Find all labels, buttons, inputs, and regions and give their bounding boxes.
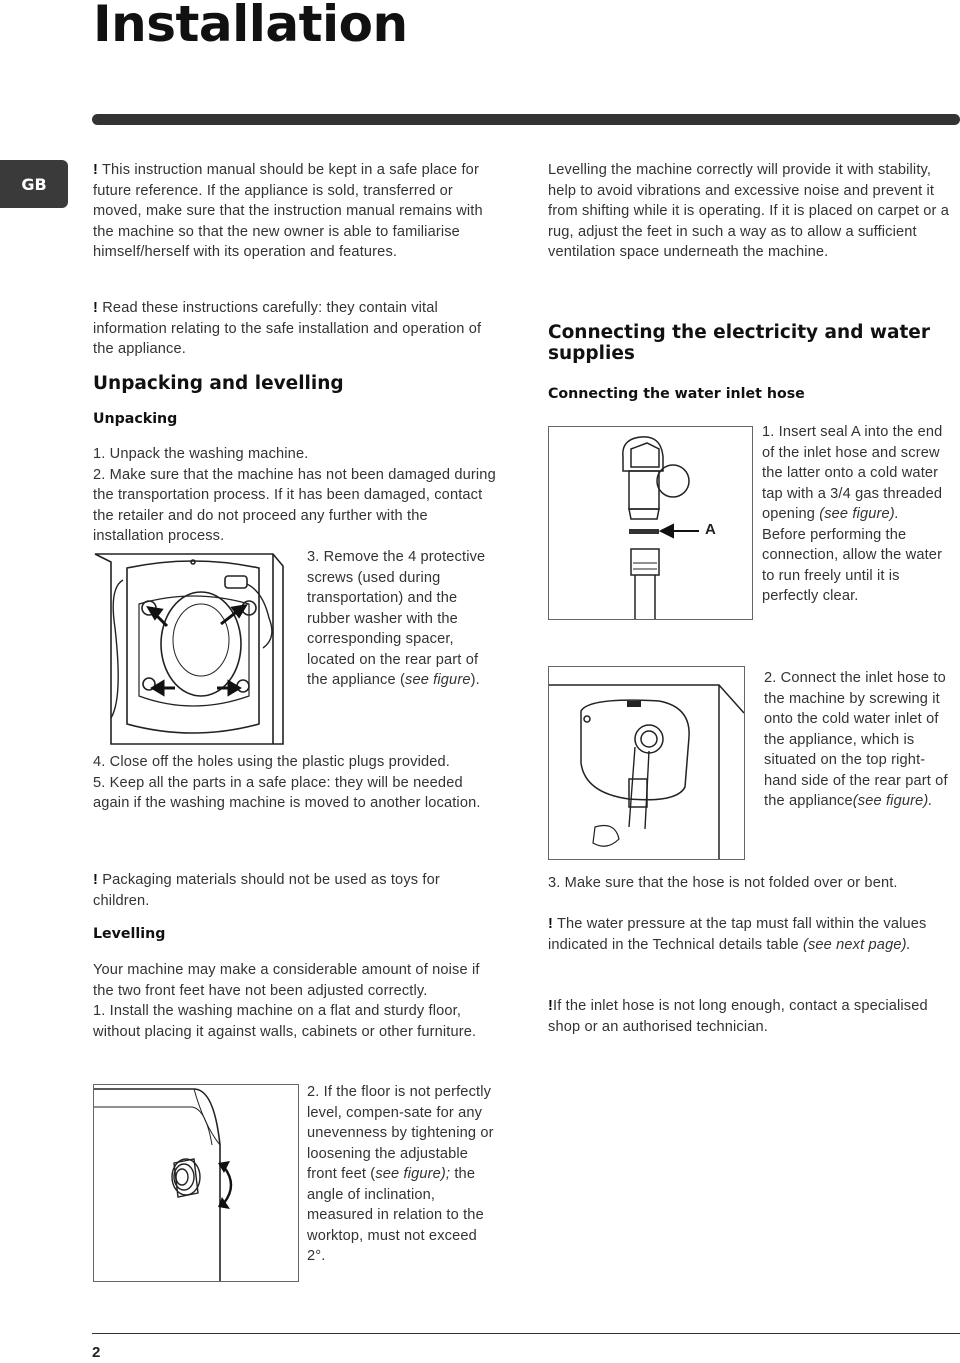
section-heading-connecting: Connecting the electricity and water supplies xyxy=(548,322,930,364)
note-text: If the inlet hose is not long enough, contact a specialised shop or an authorised technician. xyxy=(548,998,928,1035)
step-3-end: ). xyxy=(470,672,480,688)
warning-mark: ! xyxy=(548,916,554,932)
front-foot-figure xyxy=(93,1084,299,1282)
note-read-instructions xyxy=(93,298,498,360)
note-keep-manual xyxy=(93,160,498,263)
tap-seal-drawing xyxy=(549,427,752,619)
section-heading-unpacking-levelling: Unpacking and levelling xyxy=(93,373,344,394)
step-4: 4. Close off the holes using the plastic plugs provided. xyxy=(93,754,450,770)
water-step-1 xyxy=(762,422,956,607)
next-page-reference: (see next page). xyxy=(802,936,911,953)
warning-mark: ! xyxy=(93,300,99,316)
note-text: Read these instructions carefully: they contain vital information relating to the safe installation and operation of the appliance. xyxy=(93,300,482,357)
subheading-levelling: Levelling xyxy=(93,926,166,942)
warning-mark: ! xyxy=(93,872,99,888)
levelling-step-1: 1. Install the washing machine on a flat and sturdy floor, without placing it against walls, cabinets or other furniture. xyxy=(93,1003,477,1040)
language-tab: GB xyxy=(0,160,68,208)
levelling-steps xyxy=(93,960,498,1042)
subheading-unpacking: Unpacking xyxy=(93,411,178,427)
unpacking-step-3 xyxy=(307,547,499,691)
water-step-1-note: Before performing the connection, allow the water to run freely until it is perfectly clear. xyxy=(762,526,943,604)
rear-panel-drawing xyxy=(93,548,298,748)
levelling-step-2-text: 2. If the floor is not perfectly level, compen-sate for any unevenness by tightening or loosening the adjustable front feet ( xyxy=(307,1084,494,1182)
levelling-step-2-end: the angle of inclination, measured in relation to the worktop, must not exceed 2°. xyxy=(307,1166,484,1264)
warning-mark: ! xyxy=(93,162,99,178)
step-3-text: 3. Remove the 4 protective screws (used during transportation) and the rubber washer with the corresponding spacer, located on the rear part of the appliance ( xyxy=(307,549,486,688)
note-packaging xyxy=(93,870,498,911)
note-hose-length xyxy=(548,996,954,1037)
page-number xyxy=(92,1333,960,1361)
rear-panel-figure xyxy=(93,548,298,748)
title-divider xyxy=(92,114,960,125)
unpacking-steps-4-5 xyxy=(93,752,498,814)
figure-reference: (see figure). xyxy=(819,506,900,522)
levelling-step-2 xyxy=(307,1082,499,1267)
water-step-3: 3. Make sure that the hose is not folded over or bent. xyxy=(548,875,898,891)
subheading-water-inlet-hose: Connecting the water inlet hose xyxy=(548,386,805,402)
levelling-paragraph: Levelling the machine correctly will provide it with stability, help to avoid vibrations and excessive noise and prevent it from shifting while it is operating. If it is placed on carpet or a rug, adjust the feet in such a way as to allow a sufficient ventilation space underneath the machine. xyxy=(548,162,950,260)
inlet-connection-drawing xyxy=(549,667,744,859)
note-text: The water pressure at the tap must fall within the values indicated in the Technical details table xyxy=(548,916,927,953)
tap-seal-figure xyxy=(548,426,753,620)
step-2: 2. Make sure that the machine has not been damaged during the transportation process. If it has been damaged, contact the retailer and do not proceed any further with the installation process. xyxy=(93,466,496,544)
note-text: This instruction manual should be kept in a safe place for future reference. If the appliance is sold, transferred or moved, make sure that the instruction manual remains with the machine so that the new owner is able to familiarise himself/herself with its operation and features. xyxy=(93,162,483,260)
page-title: Installation xyxy=(93,0,408,53)
front-foot-drawing xyxy=(94,1085,298,1281)
seal-label: A xyxy=(705,521,716,538)
figure-reference: see figure); xyxy=(375,1166,451,1182)
figure-reference: see figure xyxy=(405,672,471,688)
water-step-2 xyxy=(764,668,958,812)
warning-mark: ! xyxy=(548,998,554,1014)
levelling-intro: Your machine may make a considerable amount of noise if the two front feet have not been adjusted correctly. xyxy=(93,962,480,999)
figure-reference: (see figure). xyxy=(852,793,933,809)
note-water-pressure xyxy=(548,914,954,955)
unpacking-steps-1-2 xyxy=(93,444,498,547)
step-5: 5. Keep all the parts in a safe place: they will be needed again if the washing machine is moved to another location. xyxy=(93,774,481,811)
page-number-text: 2 xyxy=(92,1344,101,1361)
note-text: Packaging materials should not be used as toys for children. xyxy=(93,872,440,909)
water-step-1-text: 1. Insert seal A into the end of the inlet hose and screw the latter onto a cold water tap with a 3/4 gas threaded opening xyxy=(762,424,943,522)
water-step-2-text: 2. Connect the inlet hose to the machine by screwing it onto the cold water inlet of the appliance, which is situated on the top right-hand side of the rear part of the appliance xyxy=(764,670,948,809)
step-1: 1. Unpack the washing machine. xyxy=(93,446,309,462)
inlet-connection-figure xyxy=(548,666,745,860)
